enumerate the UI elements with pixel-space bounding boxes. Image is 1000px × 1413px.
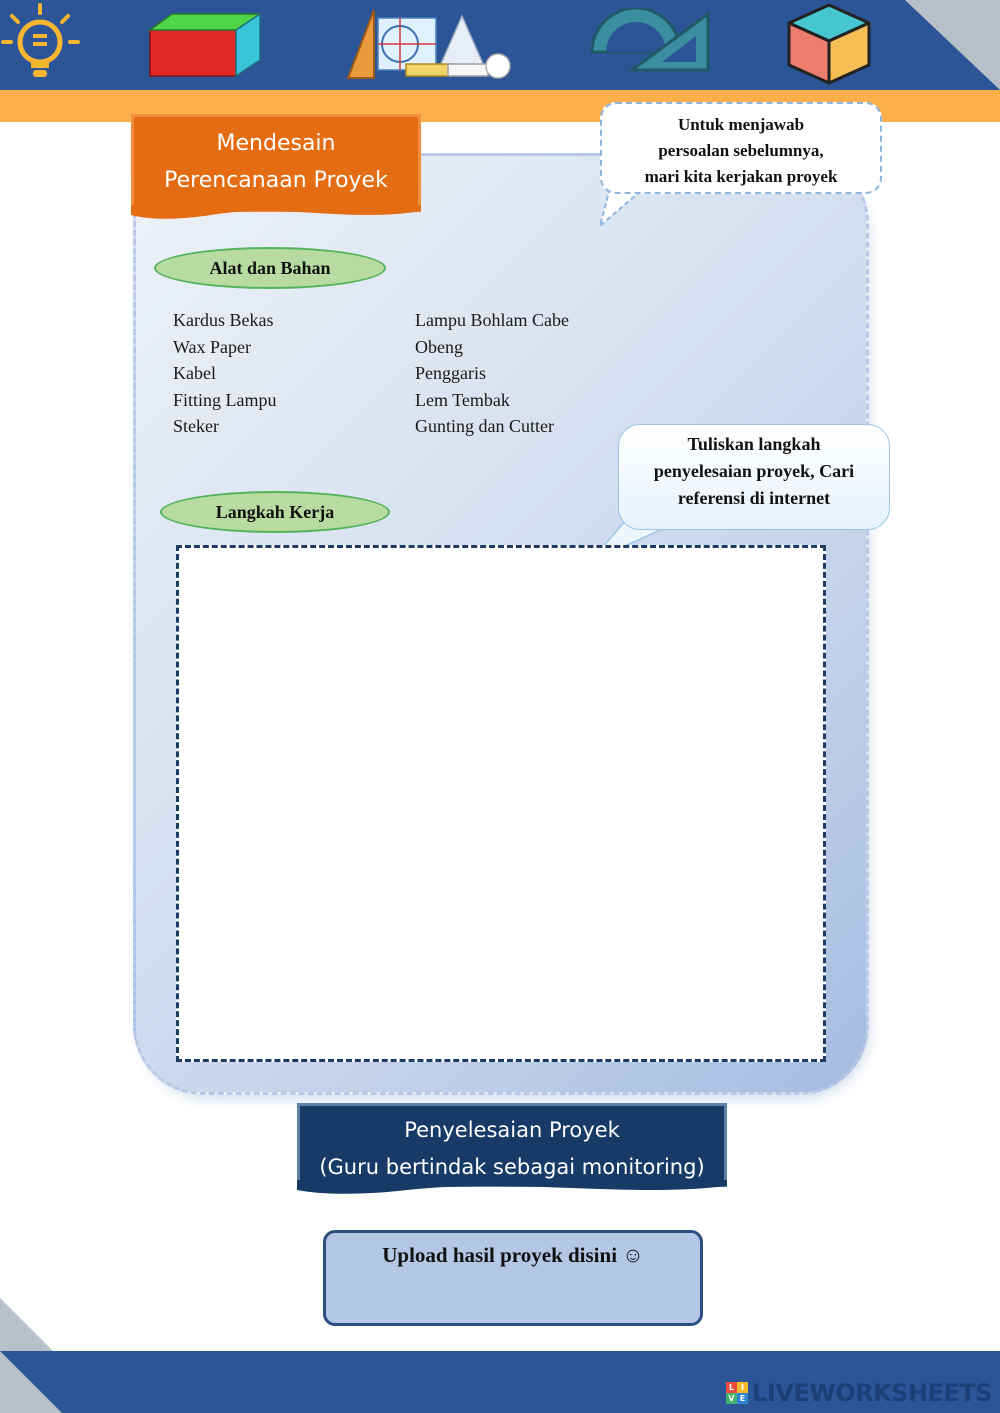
lightbulb-icon [0,2,82,84]
title-line-1: Mendesain [216,131,336,156]
tool-item: Lem Tembak [415,389,510,410]
bubble-steps-line-1: Tuliskan langkah [687,434,821,454]
upload-button[interactable] [323,1230,703,1326]
bubble-intro-line-1: Untuk menjawab [677,115,805,134]
cube-icon [786,2,872,86]
bubble-intro [600,102,882,194]
title-wave [131,205,421,223]
tools-list-right [415,307,569,440]
steps-heading: Langkah Kerja [160,491,390,533]
tool-item: Fitting Lampu [173,389,277,410]
title-line-2: Perencanaan Proyek [164,168,388,193]
tools-list-left [173,307,277,440]
brand-logo[interactable] [726,1379,992,1407]
bubble-intro-line-2: persoalan sebelumnya, [658,141,824,160]
bubble-steps [618,424,890,530]
bubble-steps-line-2: penyelesaian proyek, Cari [653,461,855,481]
tool-item: Penggaris [415,363,486,383]
solve-line-1: Penyelesaian Proyek [404,1118,620,1142]
header-corner [905,0,1000,90]
bubble-intro-line-3: mari kita kerjakan proyek [644,167,838,186]
brand-name: LIVEWORKSHEETS [752,1379,992,1407]
steps-answer-field[interactable] [176,545,826,1062]
tool-item: Lampu Bohlam Cabe [415,310,569,330]
protractor-ruler-icon [588,8,712,74]
solve-tag [297,1103,727,1187]
footer-band-corner [0,1351,62,1413]
liveworksheets-icon: L I V E [726,1382,748,1404]
geometry-tools-icon [344,6,516,82]
tool-item: Kabel [173,363,216,383]
tool-item: Kardus Bekas [173,310,274,330]
tools-heading: Alat dan Bahan [154,247,386,289]
tool-item: Steker [173,416,219,436]
tool-item: Gunting dan Cutter [415,416,554,436]
tool-item: Wax Paper [173,336,252,357]
solve-wave [297,1180,727,1198]
solve-line-2: (Guru bertindak sebagai monitoring) [319,1155,705,1179]
bubble-steps-line-3: referensi di internet [677,488,831,508]
title-tag [131,114,421,212]
upload-label: Upload hasil proyek disini ☺ [382,1243,644,1267]
tool-item: Obeng [415,336,463,357]
cuboid-icon [148,12,262,78]
